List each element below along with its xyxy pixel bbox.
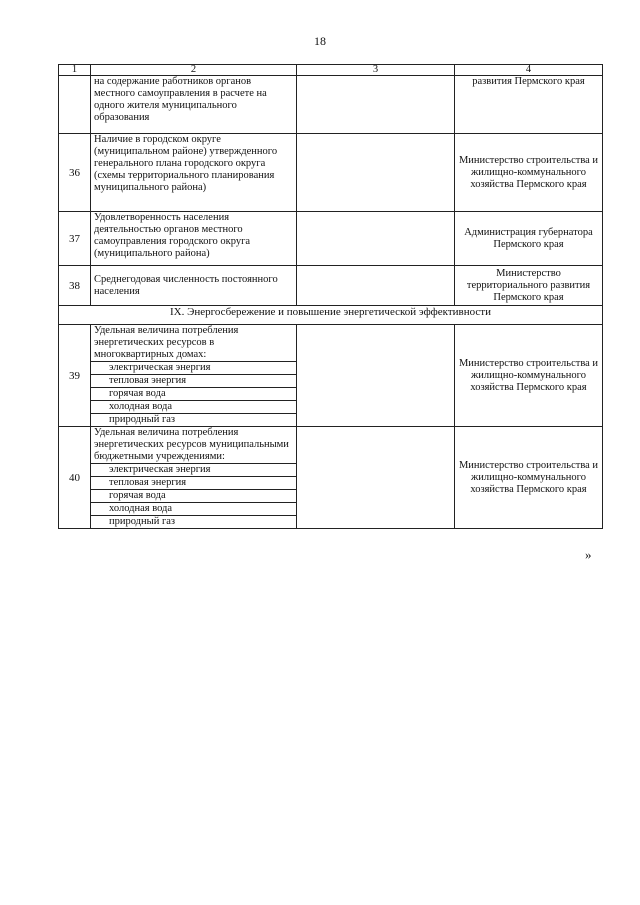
header-col-2: 2 [91, 65, 297, 76]
table-row-40 [59, 427, 603, 464]
subitem-label: электрическая энергия [91, 362, 297, 375]
indicator-text: Наличие в городском округе (муниципальном районе) утвержденного генерального плана городского округа (схемы территориального планирования муниципального района) [91, 134, 297, 212]
row-number: 39 [59, 325, 91, 427]
closing-quote-mark: » [585, 547, 592, 562]
row-number: 40 [59, 427, 91, 529]
row-number: 38 [59, 266, 91, 306]
subitem-label: горячая вода [91, 388, 297, 401]
subitem-label: тепловая энергия [91, 477, 297, 490]
value-cell [297, 325, 455, 427]
indicator-text: Удовлетворенность населения деятельностью органов местного самоуправления городского округа (муниципального района) [91, 212, 297, 266]
subitem-label: горячая вода [91, 490, 297, 503]
value-cell [297, 266, 455, 306]
table-row-36 [59, 134, 603, 212]
responsible-authority: Администрация губернатора Пермского края [455, 212, 603, 266]
indicator-text: Удельная величина потребления энергетических ресурсов в многоквартирных домах: [91, 325, 297, 362]
value-cell [297, 134, 455, 212]
table-header-row [59, 65, 603, 76]
header-col-3: 3 [297, 65, 455, 76]
subitem-label: электрическая энергия [91, 464, 297, 477]
indicator-text: Удельная величина потребления энергетических ресурсов муниципальными бюджетными учреждениями: [91, 427, 297, 464]
indicator-text: Среднегодовая численность постоянного населения [91, 266, 297, 306]
value-cell [297, 212, 455, 266]
responsible-authority: развития Пермского края [455, 76, 603, 134]
page-number: 18 [314, 34, 326, 48]
subitem-label: холодная вода [91, 401, 297, 414]
header-col-1: 1 [59, 65, 91, 76]
responsible-authority: Министерство территориального развития Пермского края [455, 266, 603, 306]
responsible-authority: Министерство строительства и жилищно-коммунального хозяйства Пермского края [455, 134, 603, 212]
indicators-table [58, 64, 603, 529]
table-row-continued [59, 76, 603, 134]
responsible-authority: Министерство строительства и жилищно-коммунального хозяйства Пермского края [455, 325, 603, 427]
row-number: 37 [59, 212, 91, 266]
row-number: 36 [59, 134, 91, 212]
value-cell [297, 76, 455, 134]
table-row-37 [59, 212, 603, 266]
subitem-label: природный газ [91, 414, 297, 427]
subitem-label: холодная вода [91, 503, 297, 516]
table-row-38 [59, 266, 603, 306]
header-col-4: 4 [455, 65, 603, 76]
responsible-authority: Министерство строительства и жилищно-коммунального хозяйства Пермского края [455, 427, 603, 529]
section-heading-row [59, 306, 603, 325]
subitem-label: природный газ [91, 516, 297, 529]
indicator-text: на содержание работников органов местного самоуправления в расчете на одного жителя муниципального образования [91, 76, 297, 134]
table-row-39 [59, 325, 603, 362]
value-cell [297, 427, 455, 529]
subitem-label: тепловая энергия [91, 375, 297, 388]
row-number [59, 76, 91, 134]
section-heading: IX. Энергосбережение и повышение энергетической эффективности [59, 306, 603, 325]
